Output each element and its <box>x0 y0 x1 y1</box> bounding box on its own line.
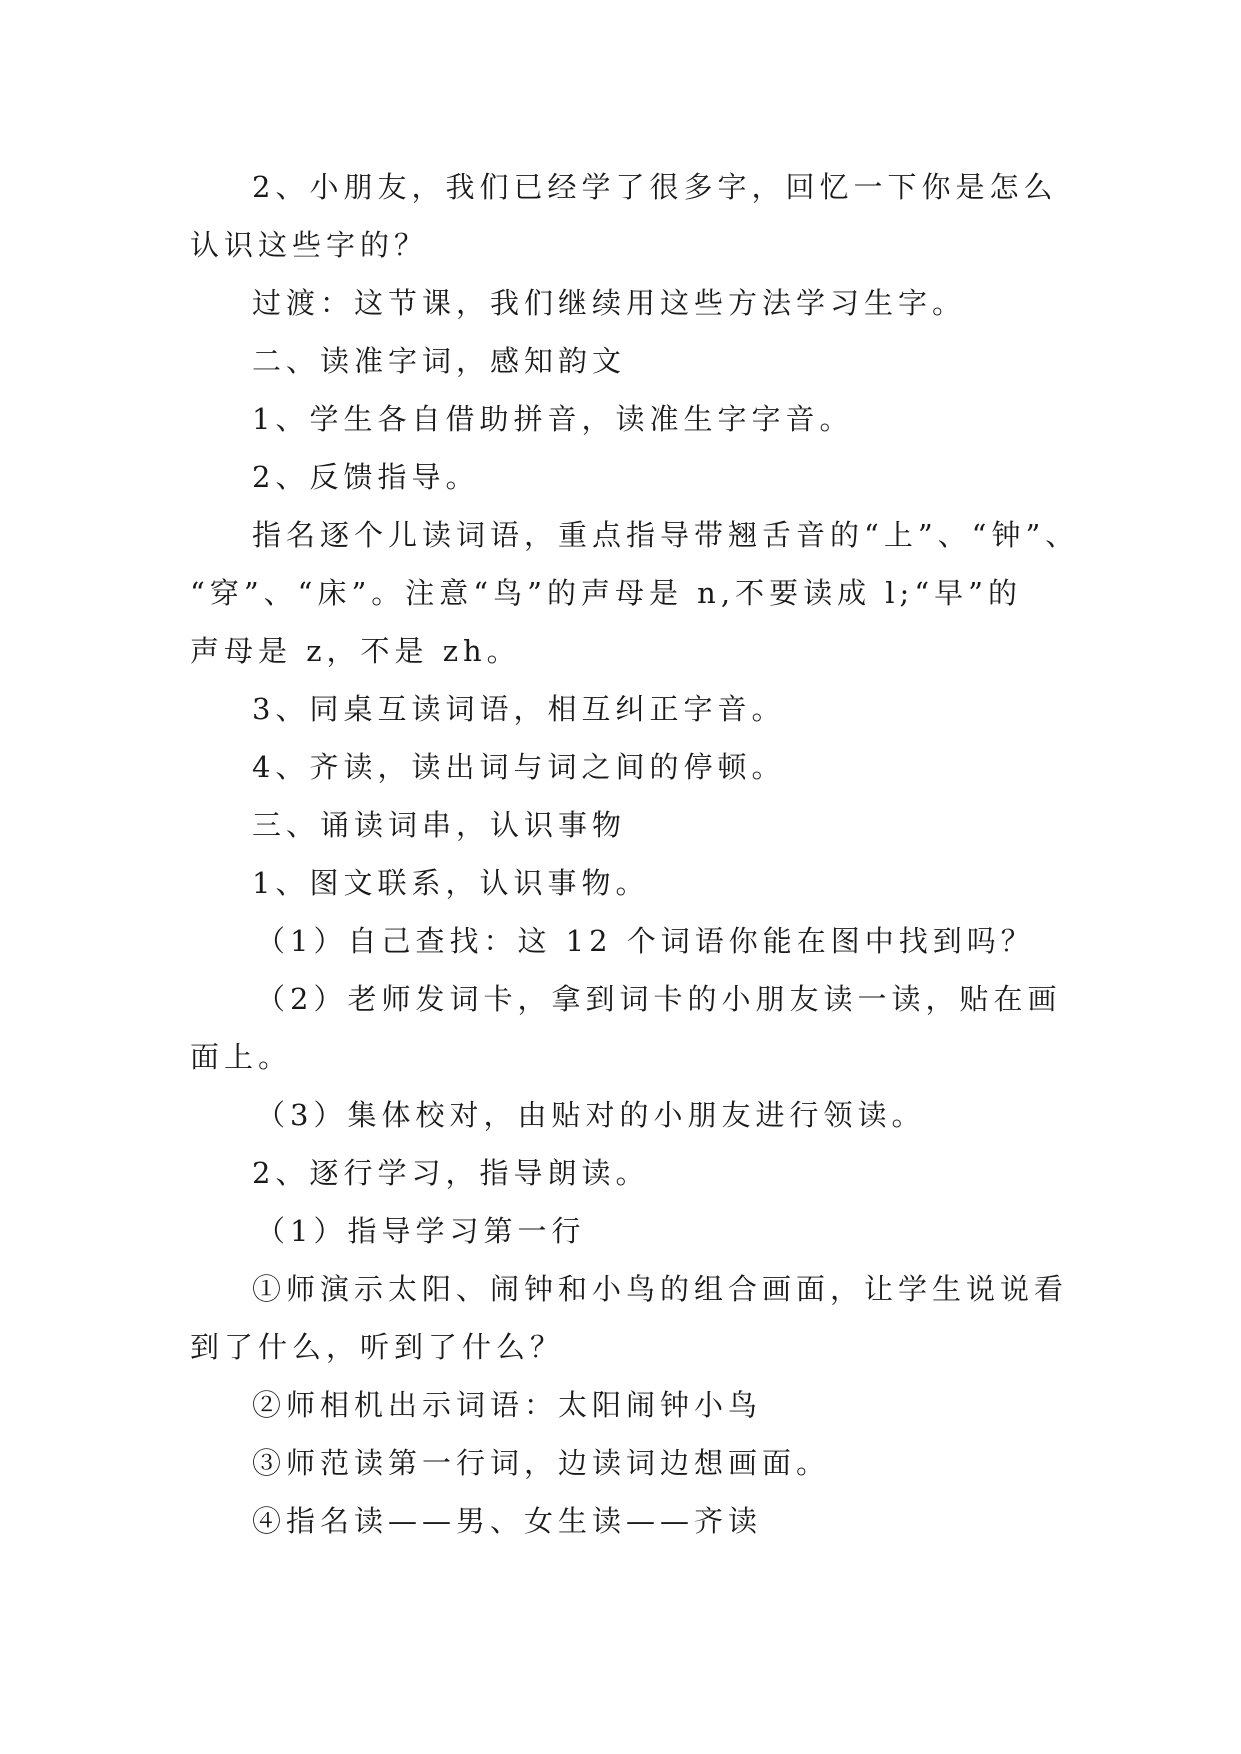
paragraph-line: （1）指导学习第一行 <box>256 1214 586 1248</box>
paragraph-line: （1）自己查找：这 12 个词语你能在图中找到吗？ <box>256 924 1035 958</box>
paragraph-line: 过渡：这节课，我们继续用这些方法学习生字。 <box>252 286 967 320</box>
paragraph-line: ①师演示太阳、闹钟和小鸟的组合画面，让学生说说看 <box>252 1272 1069 1306</box>
paragraph-line: 指名逐个儿读词语，重点指导带翘舌音的“上”、“钟”、 <box>252 518 1080 552</box>
section-heading: 二、读准字词，感知韵文 <box>252 344 627 378</box>
paragraph-line: （2）老师发词卡，拿到词卡的小朋友读一读，贴在画 <box>256 982 1062 1016</box>
paragraph-line: ②师相机出示词语：太阳闹钟小鸟 <box>252 1388 763 1422</box>
section-heading: 三、诵读词串，认识事物 <box>252 808 627 842</box>
document-body <box>190 158 1090 1550</box>
paragraph-line: 3、同桌互读词语，相互纠正字音。 <box>252 692 786 726</box>
paragraph-line: 1、学生各自借助拼音，读准生字字音。 <box>252 402 854 436</box>
paragraph-line: （3）集体校对，由贴对的小朋友进行领读。 <box>256 1098 926 1132</box>
paragraph-line: 声母是 z，不是 zh。 <box>190 634 521 668</box>
paragraph-line: 认识这些字的？ <box>190 228 429 262</box>
paragraph-line: ③师范读第一行词，边读词边想画面。 <box>252 1446 831 1480</box>
paragraph-line: 到了什么，听到了什么？ <box>190 1330 565 1364</box>
paragraph-line: ④指名读——男、女生读——齐读 <box>252 1504 763 1538</box>
paragraph-line: “穿”、“床”。注意“鸟”的声母是 n,不要读成 l;“早”的 <box>190 576 1022 610</box>
paragraph-line: 4、齐读，读出词与词之间的停顿。 <box>252 750 786 784</box>
paragraph-line: 1、图文联系，认识事物。 <box>252 866 650 900</box>
paragraph-line: 面上。 <box>190 1040 293 1074</box>
paragraph-line: 2、反馈指导。 <box>252 460 480 494</box>
paragraph-line: 2、逐行学习，指导朗读。 <box>252 1156 650 1190</box>
paragraph-line: 2、小朋友，我们已经学了很多字，回忆一下你是怎么 <box>252 170 1058 204</box>
